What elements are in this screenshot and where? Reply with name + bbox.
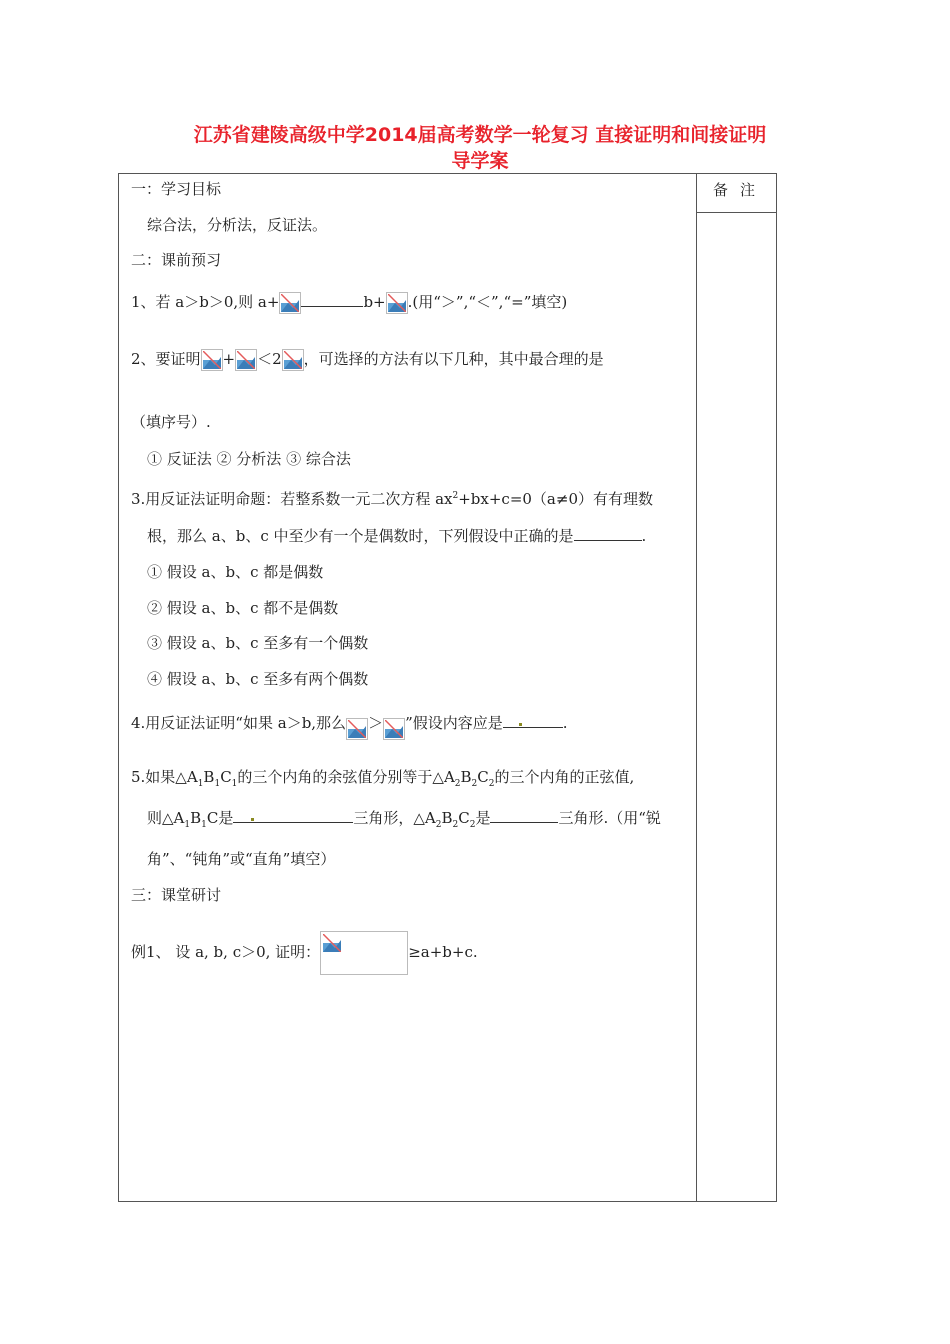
q4-text-c: . xyxy=(562,714,568,732)
q5-text: 的三个内角的余弦值分别等于△A xyxy=(237,768,455,786)
q3-text-a: 3.用反证法证明命题：若整系数一元二次方程 ax xyxy=(131,490,453,508)
q3-option-3: ③ 假设 a、b、c 至多有一个偶数 xyxy=(147,634,369,652)
formula-image-icon xyxy=(235,349,257,371)
formula-image-icon xyxy=(282,349,304,371)
q1-text-a: 1、若 a＞b＞0,则 a+ xyxy=(131,293,280,311)
notes-header: 备注 xyxy=(713,181,768,199)
example-1 xyxy=(131,931,478,975)
question-5-line-1 xyxy=(131,767,634,794)
q5-text: 则△A xyxy=(147,809,185,827)
q5-text: C xyxy=(477,768,489,786)
q3-option-1: ① 假设 a、b、c 都是偶数 xyxy=(147,563,324,581)
q5-text: 5.如果△A xyxy=(131,768,198,786)
study-table xyxy=(118,173,777,1202)
q5-text: B xyxy=(441,809,453,827)
answer-blank[interactable] xyxy=(301,292,363,307)
q3-option-2: ② 假设 a、b、c 都不是偶数 xyxy=(147,599,339,617)
answer-blank[interactable] xyxy=(490,808,558,823)
q5-text: 角”、“钝角”或“直角”填空） xyxy=(147,850,336,868)
formula-image-icon xyxy=(201,349,223,371)
q4-text-b: ”假设内容应是 xyxy=(405,714,503,732)
column-divider xyxy=(696,174,697,1201)
subscript: 1 xyxy=(214,779,221,789)
q5-text: 三角形，△A xyxy=(353,809,436,827)
subscript: 2 xyxy=(435,820,442,830)
formula-image-icon xyxy=(386,292,408,314)
section-1-content: 综合法，分析法，反证法。 xyxy=(147,216,328,234)
question-3-line-1 xyxy=(131,486,653,509)
ex1-text-b: ≥a+b+c. xyxy=(408,943,478,961)
q5-text: C xyxy=(206,809,219,827)
subscript: 2 xyxy=(469,820,476,830)
subscript: 1 xyxy=(201,820,207,830)
question-1 xyxy=(131,292,567,314)
q2-text-b: ，可选择的方法有以下几种，其中最合理的是 xyxy=(303,350,604,368)
page-title: 江苏省建陵高级中学2014届高考数学一轮复习 直接证明和间接证明 xyxy=(193,124,767,146)
answer-blank[interactable] xyxy=(574,526,642,541)
q4-gt: ＞ xyxy=(368,714,384,732)
q5-text: 的三个内角的正弦值, xyxy=(494,768,635,786)
answer-blank[interactable] xyxy=(233,808,353,823)
q5-text: B xyxy=(203,768,215,786)
q4-text-a: 4.用反证法证明“如果 a＞b,那么 xyxy=(131,714,347,732)
q5-text: 三角形.（用“锐 xyxy=(558,809,661,827)
q5-text: 是 xyxy=(218,809,234,827)
formula-image-icon xyxy=(322,933,344,955)
page-subtitle: 导学案 xyxy=(451,150,509,172)
subscript: 2 xyxy=(471,779,478,789)
question-4 xyxy=(131,708,568,740)
q1-text-b: b+ xyxy=(363,293,386,311)
answer-blank[interactable] xyxy=(503,713,563,728)
q5-text: C xyxy=(458,809,470,827)
question-5-line-3 xyxy=(147,849,335,869)
formula-image-box xyxy=(320,931,408,975)
section-3-heading: 三：课堂研讨 xyxy=(131,886,222,904)
ex1-text-a: 例1、 设 a, b, c＞0, 证明： xyxy=(131,943,321,961)
section-2-heading: 二：课前预习 xyxy=(131,251,222,269)
q3-superscript: 2 xyxy=(452,491,459,501)
notes-header-divider xyxy=(696,212,777,213)
subscript: 2 xyxy=(452,820,459,830)
q2-lt: ＜2 xyxy=(257,350,282,368)
mark-dot xyxy=(251,818,254,821)
question-2 xyxy=(131,349,604,371)
q3-text-d: . xyxy=(641,527,647,545)
q3-option-4: ④ 假设 a、b、c 至多有两个偶数 xyxy=(147,670,369,688)
formula-image-icon xyxy=(383,718,405,740)
question-3-line-2 xyxy=(147,526,646,546)
subscript: 2 xyxy=(488,779,495,789)
subscript: 1 xyxy=(197,779,204,789)
q2-plus: + xyxy=(222,350,236,368)
q5-text: B xyxy=(190,809,202,827)
formula-image-icon xyxy=(279,292,301,314)
section-1-heading: 一：学习目标 xyxy=(131,180,222,198)
q2-options: ① 反证法 ② 分析法 ③ 综合法 xyxy=(147,450,351,468)
formula-image-icon xyxy=(346,718,368,740)
q5-text: C xyxy=(220,768,232,786)
q1-text-c: .(用“＞”,“＜”,“=”填空) xyxy=(407,293,568,311)
question-5-line-2 xyxy=(147,808,661,835)
subscript: 1 xyxy=(184,820,191,830)
subscript: 2 xyxy=(454,779,461,789)
q5-text: 是 xyxy=(475,809,491,827)
mark-dot xyxy=(519,723,522,726)
q3-text-c: 根，那么 a、b、c 中至少有一个是偶数时，下列假设中正确的是 xyxy=(147,527,574,545)
q3-text-b: +bx+c=0（a≠0）有有理数 xyxy=(458,490,653,508)
q5-text: B xyxy=(460,768,472,786)
q2-text-c: （填序号）. xyxy=(131,413,211,431)
q2-text-a: 2、要证明 xyxy=(131,350,201,368)
subscript: 1 xyxy=(231,779,238,789)
